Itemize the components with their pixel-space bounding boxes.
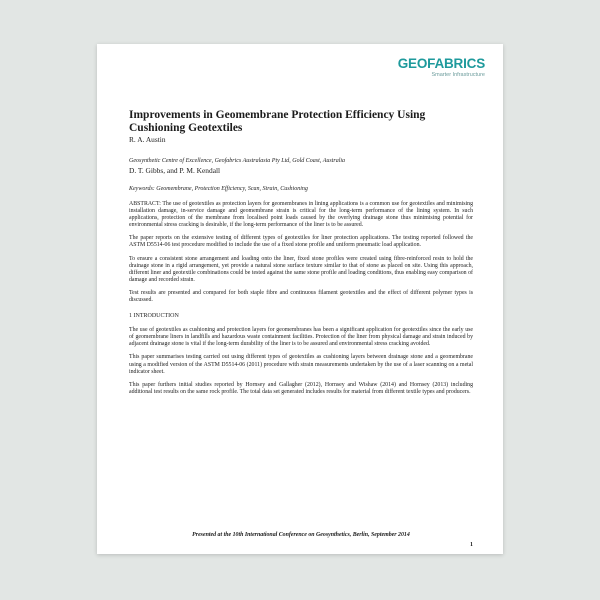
paper-body [129,109,473,396]
abstract-paragraph-2: The paper reports on the extensive testing of different types of geotextiles for liner protection applications. The testing reported followed the ASTM D5514-06 test procedure modified to include the use of a fixed stone profile and uniform pneumatic load application. [129,235,473,249]
geofabrics-logo [398,57,485,79]
abstract-paragraph-4: Test results are presented and compared for both staple fibre and continuous filament geotextiles and the effect of different polymer types is discussed. [129,289,473,304]
abstract-paragraph: ABSTRACT: The use of geotextiles as protection layers for geomembranes in lining applications is a common use for geotextiles and minimising installation damage, in-service damage and geomembrane strain is critical for the long-term performance of the lining system. In such applications, protection of the membrane from localised point loads caused by the overlying drainage stone thus minimising potential for environmental stress cracking is desirable, if the long-term performance of the liner is to be assured. [129,201,473,229]
document-page [97,44,503,554]
introduction-paragraph-3: This paper furthers initial studies reported by Hornsey and Gallagher (2012), Hornsey and Wishaw (2014) and Hornsey (2013) including additional test results on the same rock profile. The total data set generated includes results for material from different textile types and producers. [129,381,473,395]
page-number: 1 [470,542,473,548]
logo-tagline: Smarter Infrastructure [431,72,485,78]
primary-author: R. A. Austin [129,135,166,144]
conference-footer: Presented at the 10th International Conference on Geosynthetics, Berlin, September 2014 [192,532,410,538]
introduction-paragraph-2: This paper summarises testing carried out using different types of geotextiles as cushioning layers between drainage stone and a geomembrane using a modified version of the ASTM D5514-06 (2011) procedure with strain measurements undertaken by the use of a laser scanning on a metal indicator sheet. [129,354,473,375]
co-authors: D. T. Gibbs, and P. M. Kendall [129,166,221,175]
introduction-paragraph-1: The use of geotextiles as cushioning and protection layers for geomembranes has been a significant application for geotextiles since the early use of geomembrane liners in landfills and hazardous waste containment facilities. Protection of the liner from physical damage and strain induced by adjacent drainage stone is vital if the long-term durability of the liner is to be assured and environmental stress cracking avoided. [129,327,473,348]
section-heading-introduction: 1 INTRODUCTION [129,313,179,320]
paper-title: Improvements in Geomembrane Protection Efficiency Using Cushioning Geotextiles [129,109,426,134]
logo-name: GEOFABRICS [397,56,485,71]
abstract-paragraph-3: To ensure a consistent stone arrangement and loading onto the liner, fixed stone profiles were created using fibre-reinforced resin to hold the drainage stone in a rigid arrangement, yet provide a natural stone surface texture similar to that of stone as placed on site. Using this approach, different liner and geotextile combinations could be tested against the same stone profile and loading conditions, thus enabling easy comparison of damage and recorded strain. [129,255,473,283]
keywords: Keywords: Geomembrane, Protection Efficiency, Scan, Strain, Cushioning [129,186,308,192]
author-affiliation: Geosynthetic Centre of Excellence, Geofabrics Australasia Pty Ltd, Gold Coast, Australia [129,158,346,164]
